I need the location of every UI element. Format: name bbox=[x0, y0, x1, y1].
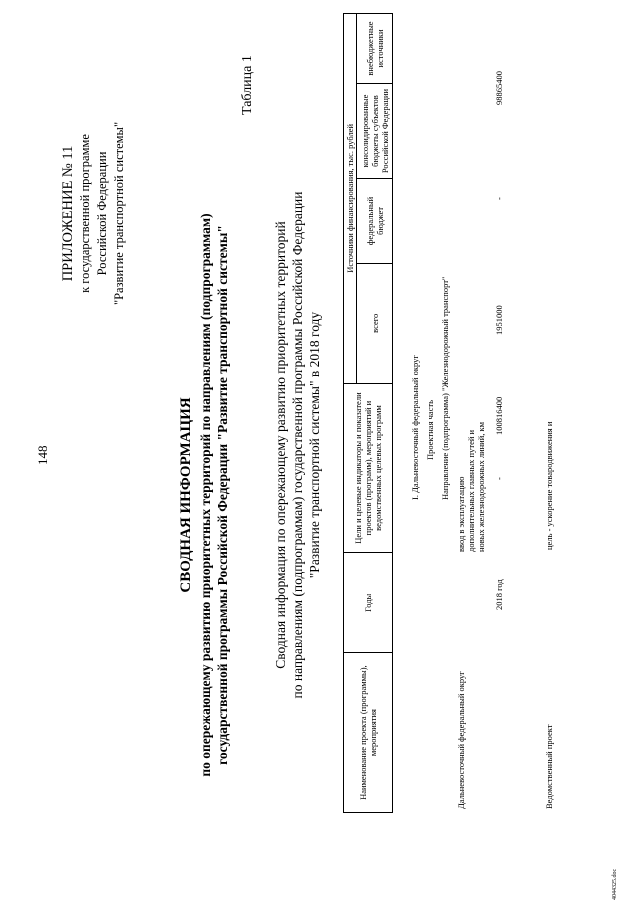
indicator-line: новых железнодорожных линий, км bbox=[476, 421, 486, 552]
appendix-line: Российской Федерации bbox=[95, 151, 109, 276]
next-row-goal: цель - ускорение товародвижения и bbox=[544, 421, 554, 550]
header-federal: федеральный бюджет bbox=[357, 178, 393, 263]
appendix-line: к государственной программе bbox=[78, 134, 92, 293]
row-total: 100816400 bbox=[494, 396, 504, 435]
row-extrabudget: 98865400 bbox=[494, 71, 504, 105]
next-row-name: Ведомственный проект bbox=[544, 724, 554, 809]
page-number: 148 bbox=[35, 445, 50, 465]
table-number: Таблица 1 bbox=[240, 55, 255, 115]
header-extrabudget: внебюджетные источники bbox=[357, 14, 393, 84]
subtitle-line: Сводная информация по опережающему развитию приоритетных территорий bbox=[273, 221, 288, 669]
indicator-value: - bbox=[494, 477, 504, 480]
title-main: СВОДНАЯ ИНФОРМАЦИЯ bbox=[178, 397, 194, 593]
header-total: всего bbox=[357, 263, 393, 383]
row-name: Дальневосточный федеральный округ bbox=[456, 671, 466, 809]
title-line: по опережающему развитию приоритетных территорий по направлениям (подпрограммам) bbox=[198, 213, 213, 777]
direction-title: Направление (подпрограмма) "Железнодорожный транспорт" bbox=[440, 276, 450, 500]
appendix-title: ПРИЛОЖЕНИЕ № 11 bbox=[60, 145, 76, 282]
title-line: государственной программы Российской Федерации "Развитие транспортной системы" bbox=[215, 225, 230, 765]
table-subtitle bbox=[272, 165, 323, 725]
subtitle-line: "Развитие транспортной системы" в 2018 году bbox=[307, 311, 322, 579]
row-consolidated: - bbox=[494, 197, 504, 200]
section-title: I. Дальневосточный федеральный округ bbox=[410, 355, 420, 500]
indicator-line: ввод в эксплуатацию bbox=[456, 476, 466, 552]
row-federal: 1951000 bbox=[494, 305, 504, 335]
table-header-row bbox=[344, 14, 357, 813]
document-reference: 4044325.doc bbox=[612, 868, 618, 900]
header-sources: Источники финансирования, тыс. рублей bbox=[344, 14, 357, 384]
subtitle-line: по направлениям (подпрограммам) государственной программы Российской Федерации bbox=[290, 191, 305, 699]
appendix-block bbox=[60, 122, 128, 305]
header-years: Годы bbox=[344, 553, 393, 653]
financing-table bbox=[343, 13, 393, 813]
part-title: Проектная часть bbox=[425, 399, 435, 460]
header-consolidated: консолидированные бюджеты субъектов Российской Федерации bbox=[357, 84, 393, 179]
indicator-line: дополнительных главных путей и bbox=[466, 429, 476, 552]
row-year: 2018 год bbox=[494, 579, 504, 610]
header-name: Наименование проекта (программы), мероприятия bbox=[344, 653, 393, 813]
document-title bbox=[178, 185, 231, 805]
header-goals: Цели и целевые индикаторы и показатели проектов (программ), мероприятий и ведомственных целевых программ bbox=[344, 383, 393, 553]
appendix-line: "Развитие транспортной системы" bbox=[112, 121, 126, 305]
